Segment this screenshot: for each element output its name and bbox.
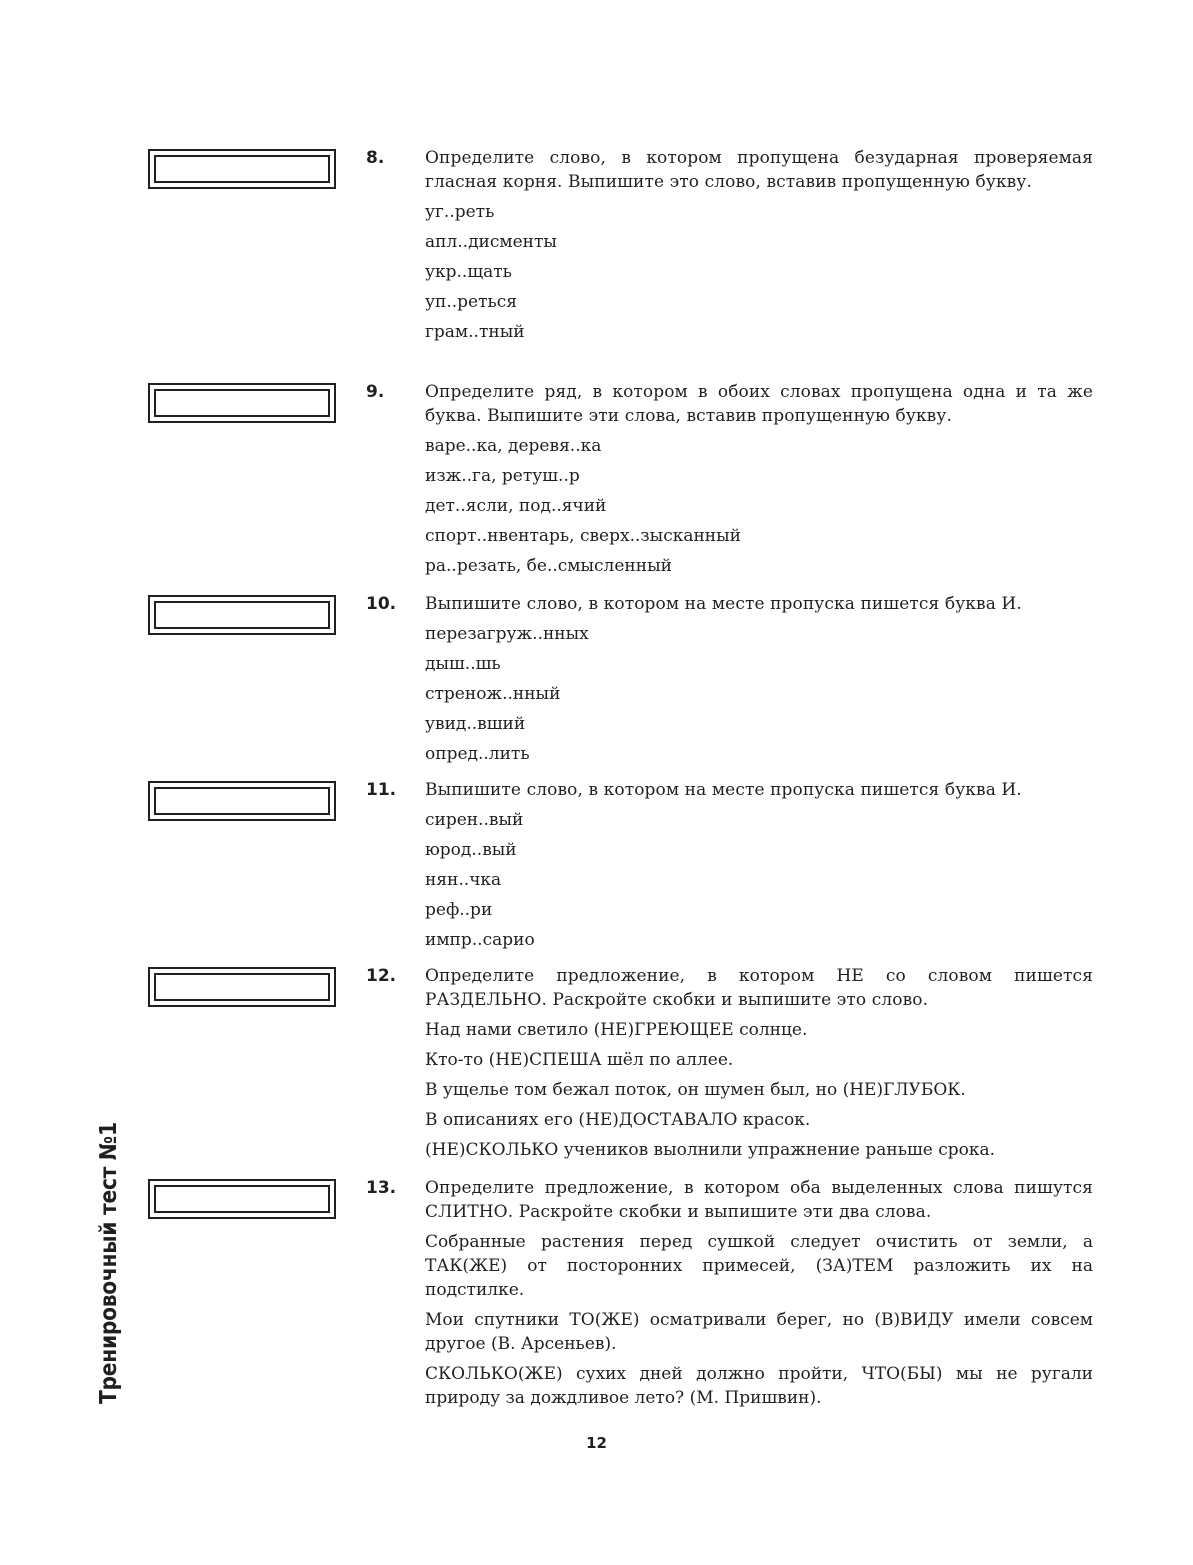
answer-box-13[interactable] xyxy=(148,1179,336,1219)
option: изж..га, ретуш..р xyxy=(425,466,580,486)
task-number: 8. xyxy=(366,148,385,168)
option: В описаниях его (НЕ)ДОСТАВАЛО красок. xyxy=(425,1110,811,1130)
answer-box-11[interactable] xyxy=(148,781,336,821)
option: уп..реться xyxy=(425,292,517,312)
option: (НЕ)СКОЛЬКО учеников выолнили упражнение раньше срока. xyxy=(425,1140,996,1160)
option: Собранные растения перед сушкой следует очистить от земли, а ТАК(ЖЕ) от посторонних примесей, (ЗА)ТЕМ разложить их на подстилке. xyxy=(425,1232,1093,1300)
option: укр..щать xyxy=(425,262,512,282)
task-question: Выпишите слово, в котором на месте пропуска пишется буква И. xyxy=(425,780,1022,800)
answer-box-10[interactable] xyxy=(148,595,336,635)
task-number: 13. xyxy=(366,1178,397,1198)
option: В ущелье том бежал поток, он шумен был, но (НЕ)ГЛУБОК. xyxy=(425,1080,966,1100)
option: увид..вший xyxy=(425,714,526,734)
option: нян..чка xyxy=(425,870,502,890)
answer-box-12[interactable] xyxy=(148,967,336,1007)
option: ра..резать, бе..смысленный xyxy=(425,556,672,576)
option: юрод..вый xyxy=(425,840,517,860)
option: варе..ка, деревя..ка xyxy=(425,436,602,456)
task-number: 12. xyxy=(366,966,397,986)
option: реф..ри xyxy=(425,900,493,920)
option: спорт..нвентарь, сверх..зысканный xyxy=(425,526,741,546)
option: Мои спутники ТО(ЖЕ) осматривали берег, но (В)ВИДУ имели совсем другое (В. Арсеньев). xyxy=(425,1310,1093,1354)
task-question: Определите слово, в котором пропущена безударная проверяемая гласная корня. Выпишите это слово, вставив пропущенную букву. xyxy=(425,148,1093,192)
option: дет..ясли, под..ячий xyxy=(425,496,607,516)
task-question: Определите ряд, в котором в обоих словах пропущена одна и та же буква. Выпишите эти слова, вставив пропущенную букву. xyxy=(425,382,1093,426)
task-number: 9. xyxy=(366,382,385,402)
option: сирен..вый xyxy=(425,810,524,830)
option: перезагруж..нных xyxy=(425,624,589,644)
task-number: 10. xyxy=(366,594,397,614)
option: опред..лить xyxy=(425,744,530,764)
option: СКОЛЬКО(ЖЕ) сухих дней должно пройти, ЧТО(БЫ) мы не ругали природу за дождливое лето? (М. Пришвин). xyxy=(425,1364,1093,1408)
side-title: Тренировочный тест №1 xyxy=(96,1122,122,1404)
task-question: Выпишите слово, в котором на месте пропуска пишется буква И. xyxy=(425,594,1022,614)
option: Над нами светило (НЕ)ГРЕЮЩЕЕ солнце. xyxy=(425,1020,808,1040)
task-number: 11. xyxy=(366,780,397,800)
option: импр..сарио xyxy=(425,930,535,950)
answer-box-8[interactable] xyxy=(148,149,336,189)
answer-box-9[interactable] xyxy=(148,383,336,423)
option: апл..дисменты xyxy=(425,232,557,252)
option: стренож..нный xyxy=(425,684,561,704)
option: Кто-то (НЕ)СПЕША шёл по аллее. xyxy=(425,1050,734,1070)
option: грам..тный xyxy=(425,322,525,342)
page-number: 12 xyxy=(586,1434,607,1452)
task-question: Определите предложение, в котором оба выделенных слова пишутся СЛИТНО. Раскройте скобки и выпишите эти два слова. xyxy=(425,1178,1093,1222)
task-question: Определите предложение, в котором НЕ со словом пишется РАЗДЕЛЬНО. Раскройте скобки и выпишите это слово. xyxy=(425,966,1093,1010)
option: дыш..шь xyxy=(425,654,501,674)
option: уг..реть xyxy=(425,202,495,222)
